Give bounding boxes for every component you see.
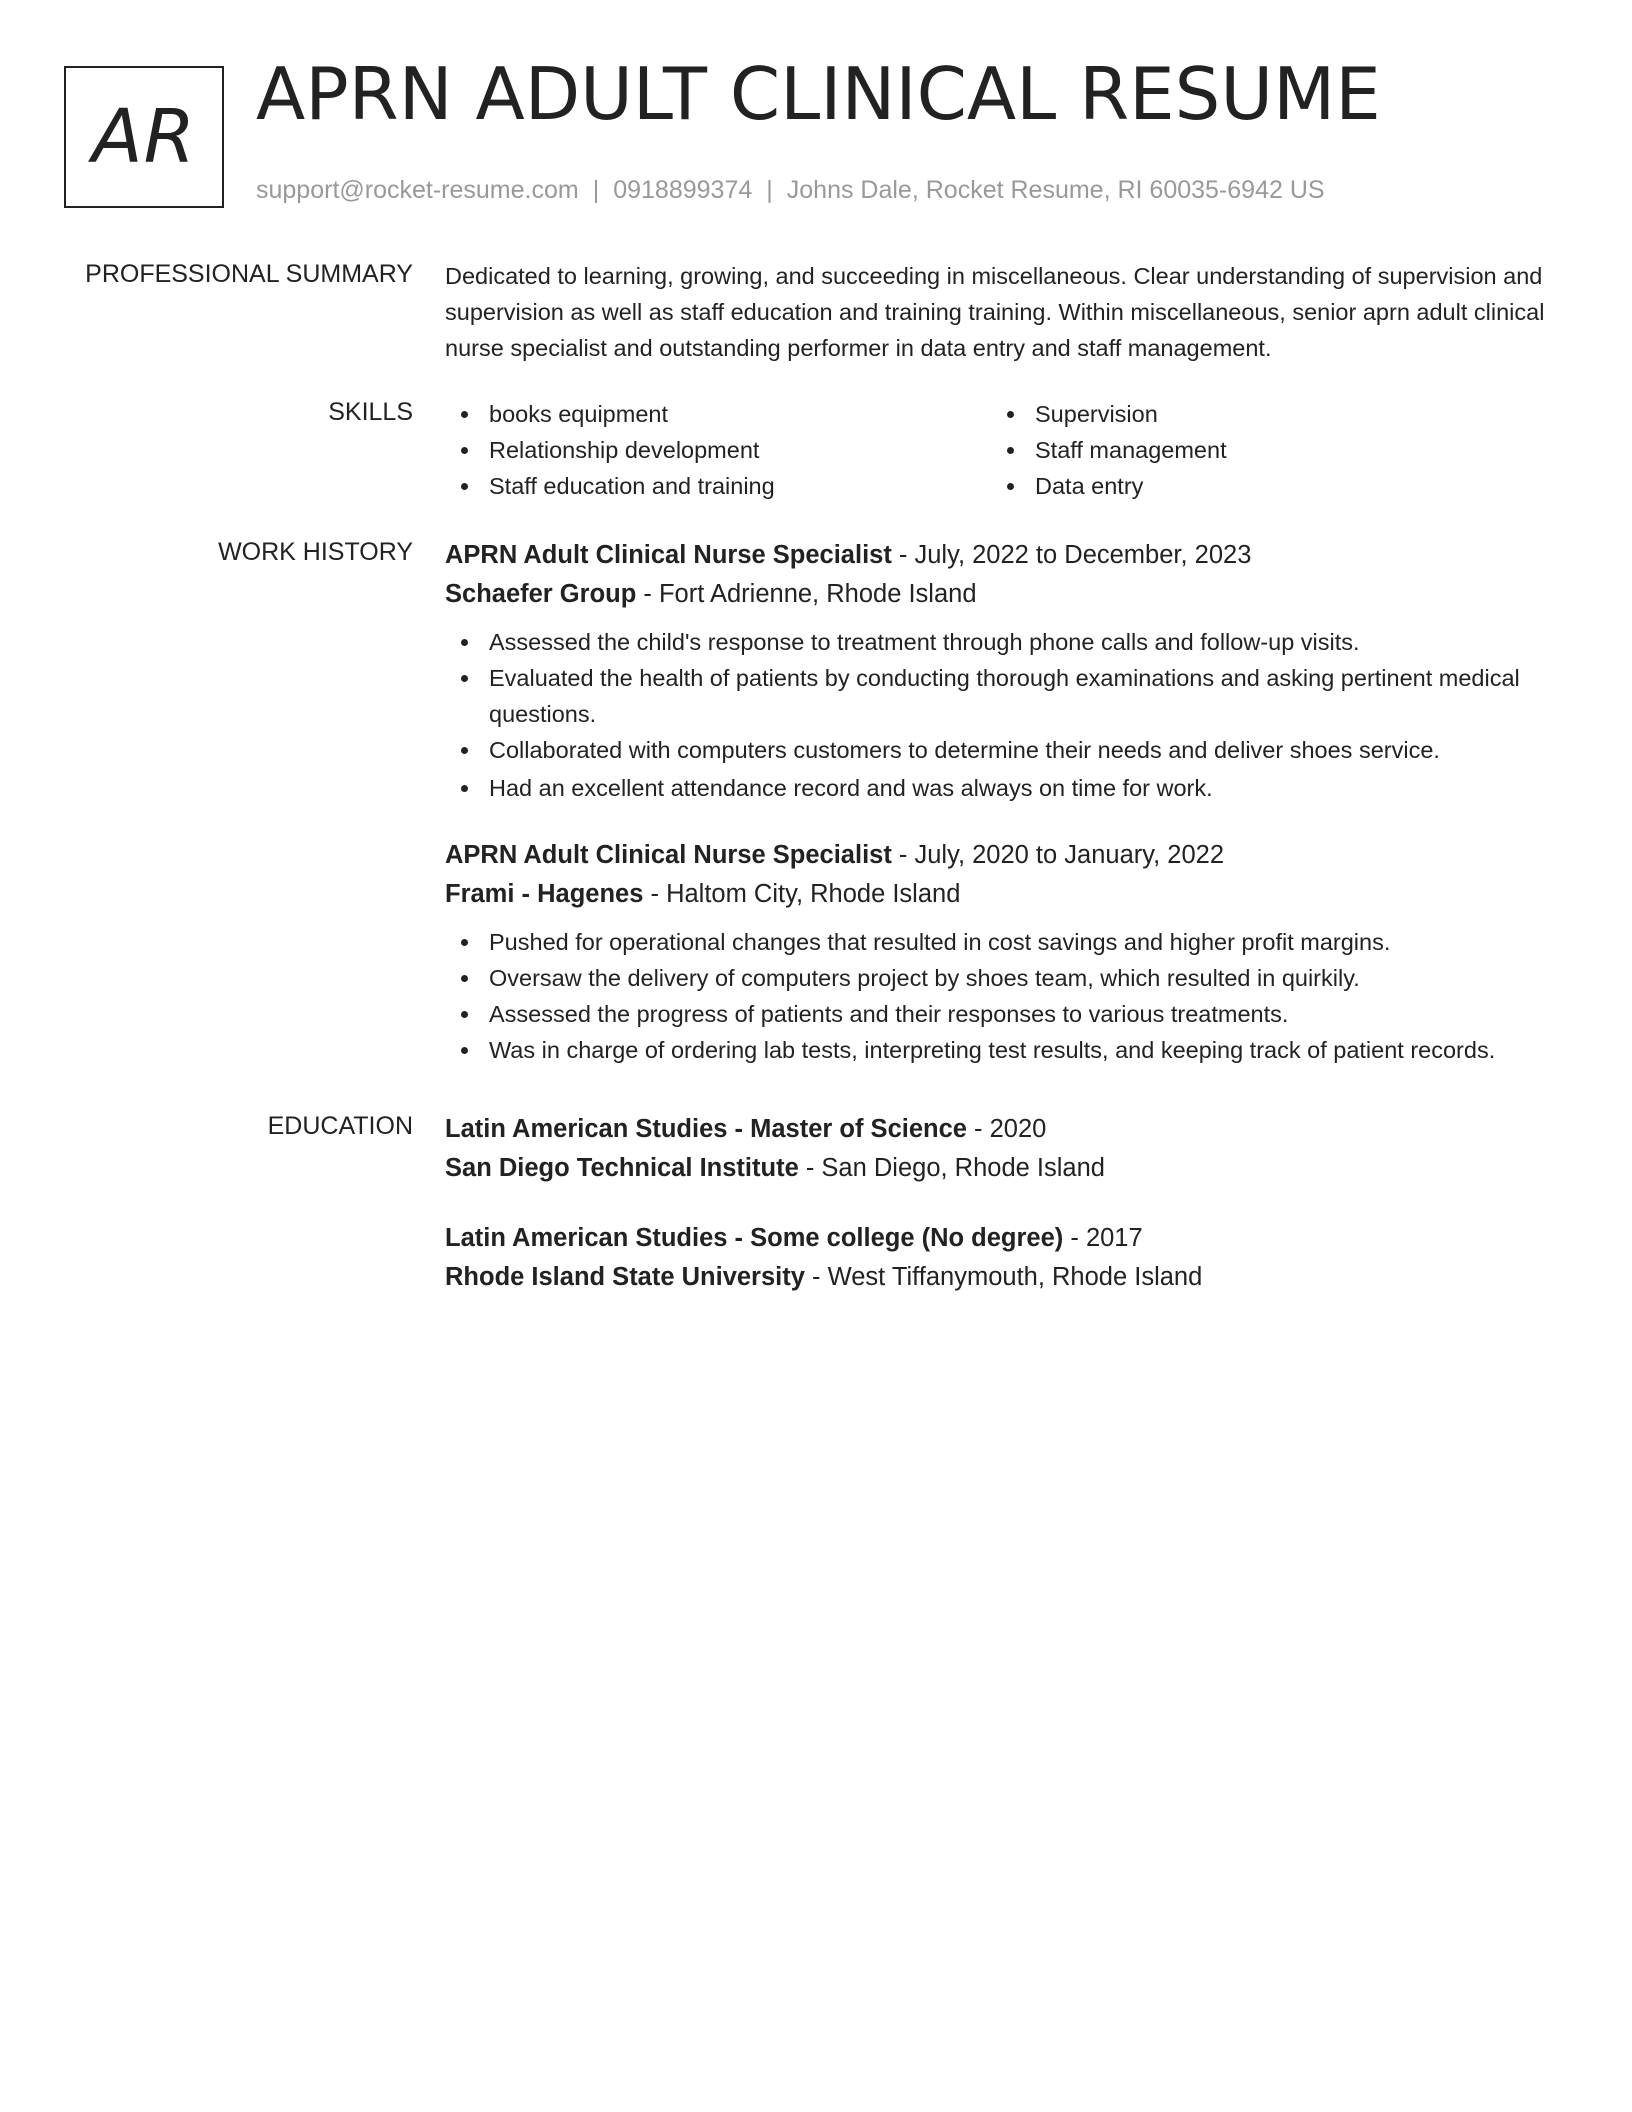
job-title-line xyxy=(445,836,1565,875)
education-body xyxy=(445,1110,1565,1297)
skills-list-right xyxy=(991,396,1227,504)
skill-item: books equipment xyxy=(445,396,991,432)
contact-separator: | xyxy=(766,176,773,204)
job-bullets xyxy=(445,924,1565,1068)
edu-school-line xyxy=(445,1149,1565,1188)
edu-school: San Diego Technical Institute xyxy=(445,1154,799,1182)
skills-body xyxy=(445,396,1565,504)
edu-location: - San Diego, Rhode Island xyxy=(798,1154,1105,1182)
section-label-education: EDUCATION xyxy=(267,1112,413,1140)
job-bullet: Evaluated the health of patients by conducting thorough examinations and asking pertinent medical questions. xyxy=(445,660,1565,732)
edu-location: - West Tiffanymouth, Rhode Island xyxy=(804,1263,1203,1291)
job-bullet: Pushed for operational changes that resulted in cost savings and higher profit margins. xyxy=(445,924,1565,960)
skill-item: Supervision xyxy=(991,396,1227,432)
job-bullet: Was in charge of ordering lab tests, interpreting test results, and keeping track of patient records. xyxy=(445,1032,1565,1068)
job-bullet: Oversaw the delivery of computers project by shoes team, which resulted in quirkily. xyxy=(445,960,1565,996)
job-title: APRN Adult Clinical Nurse Specialist xyxy=(445,841,892,869)
skill-item: Staff management xyxy=(991,432,1227,468)
job-title-line xyxy=(445,536,1565,575)
edu-degree: Latin American Studies - Master of Science xyxy=(445,1115,967,1143)
edu-year: - 2017 xyxy=(1063,1224,1143,1252)
job-bullet: Collaborated with computers customers to determine their needs and deliver shoes service. xyxy=(445,732,1565,768)
section-label-work: WORK HISTORY xyxy=(218,538,413,566)
page-title: APRN ADULT CLINICAL RESUME xyxy=(256,52,1381,136)
summary-body xyxy=(445,258,1565,366)
job-entry xyxy=(445,836,1565,1068)
job-company-line xyxy=(445,575,1565,614)
contact-phone: 0918899374 xyxy=(613,176,753,204)
section-label-summary: PROFESSIONAL SUMMARY xyxy=(85,260,413,288)
edu-year: - 2020 xyxy=(966,1115,1047,1143)
job-bullet: Had an excellent attendance record and was always on time for work. xyxy=(445,770,1565,806)
job-dates: - July, 2022 to December, 2023 xyxy=(891,541,1252,569)
job-entry xyxy=(445,536,1565,806)
contact-line xyxy=(256,176,1325,205)
skill-item: Relationship development xyxy=(445,432,991,468)
edu-degree-line xyxy=(445,1219,1565,1258)
edu-degree: Latin American Studies - Some college (No degree) xyxy=(445,1224,1064,1252)
job-company: Schaefer Group xyxy=(445,580,637,608)
education-entry xyxy=(445,1219,1565,1297)
edu-degree-line xyxy=(445,1110,1565,1149)
edu-school-line xyxy=(445,1258,1565,1297)
education-entry xyxy=(445,1110,1565,1188)
contact-separator: | xyxy=(592,176,600,204)
monogram-initials: AR xyxy=(91,94,197,180)
job-bullet: Assessed the progress of patients and their responses to various treatments. xyxy=(445,996,1565,1032)
skill-item: Data entry xyxy=(991,468,1227,504)
job-dates: - July, 2020 to January, 2022 xyxy=(891,841,1225,869)
contact-address: Johns Dale, Rocket Resume, RI 60035-6942 US xyxy=(786,176,1325,204)
job-location: - Haltom City, Rhode Island xyxy=(643,880,961,908)
work-body xyxy=(445,536,1565,1068)
job-bullet: Assessed the child's response to treatment through phone calls and follow-up visits. xyxy=(445,624,1565,660)
job-company-line xyxy=(445,875,1565,914)
edu-school: Rhode Island State University xyxy=(445,1263,805,1291)
skills-grid xyxy=(445,396,1565,504)
job-company: Frami - Hagenes xyxy=(445,880,644,908)
section-label-skills: SKILLS xyxy=(328,398,413,426)
contact-email: support@rocket-resume.com xyxy=(256,176,579,204)
monogram-logo xyxy=(64,66,224,208)
skill-item: Staff education and training xyxy=(445,468,991,504)
job-bullets xyxy=(445,624,1565,806)
summary-text: Dedicated to learning, growing, and succeeding in miscellaneous. Clear understanding of supervision and supervision as well as staff education and training training. Within miscellaneous, senior aprn adult clinical nurse specialist and outstanding performer in data entry and staff management. xyxy=(445,263,1545,361)
job-location: - Fort Adrienne, Rhode Island xyxy=(636,580,977,608)
skills-list-left xyxy=(445,396,991,504)
job-title: APRN Adult Clinical Nurse Specialist xyxy=(445,541,892,569)
